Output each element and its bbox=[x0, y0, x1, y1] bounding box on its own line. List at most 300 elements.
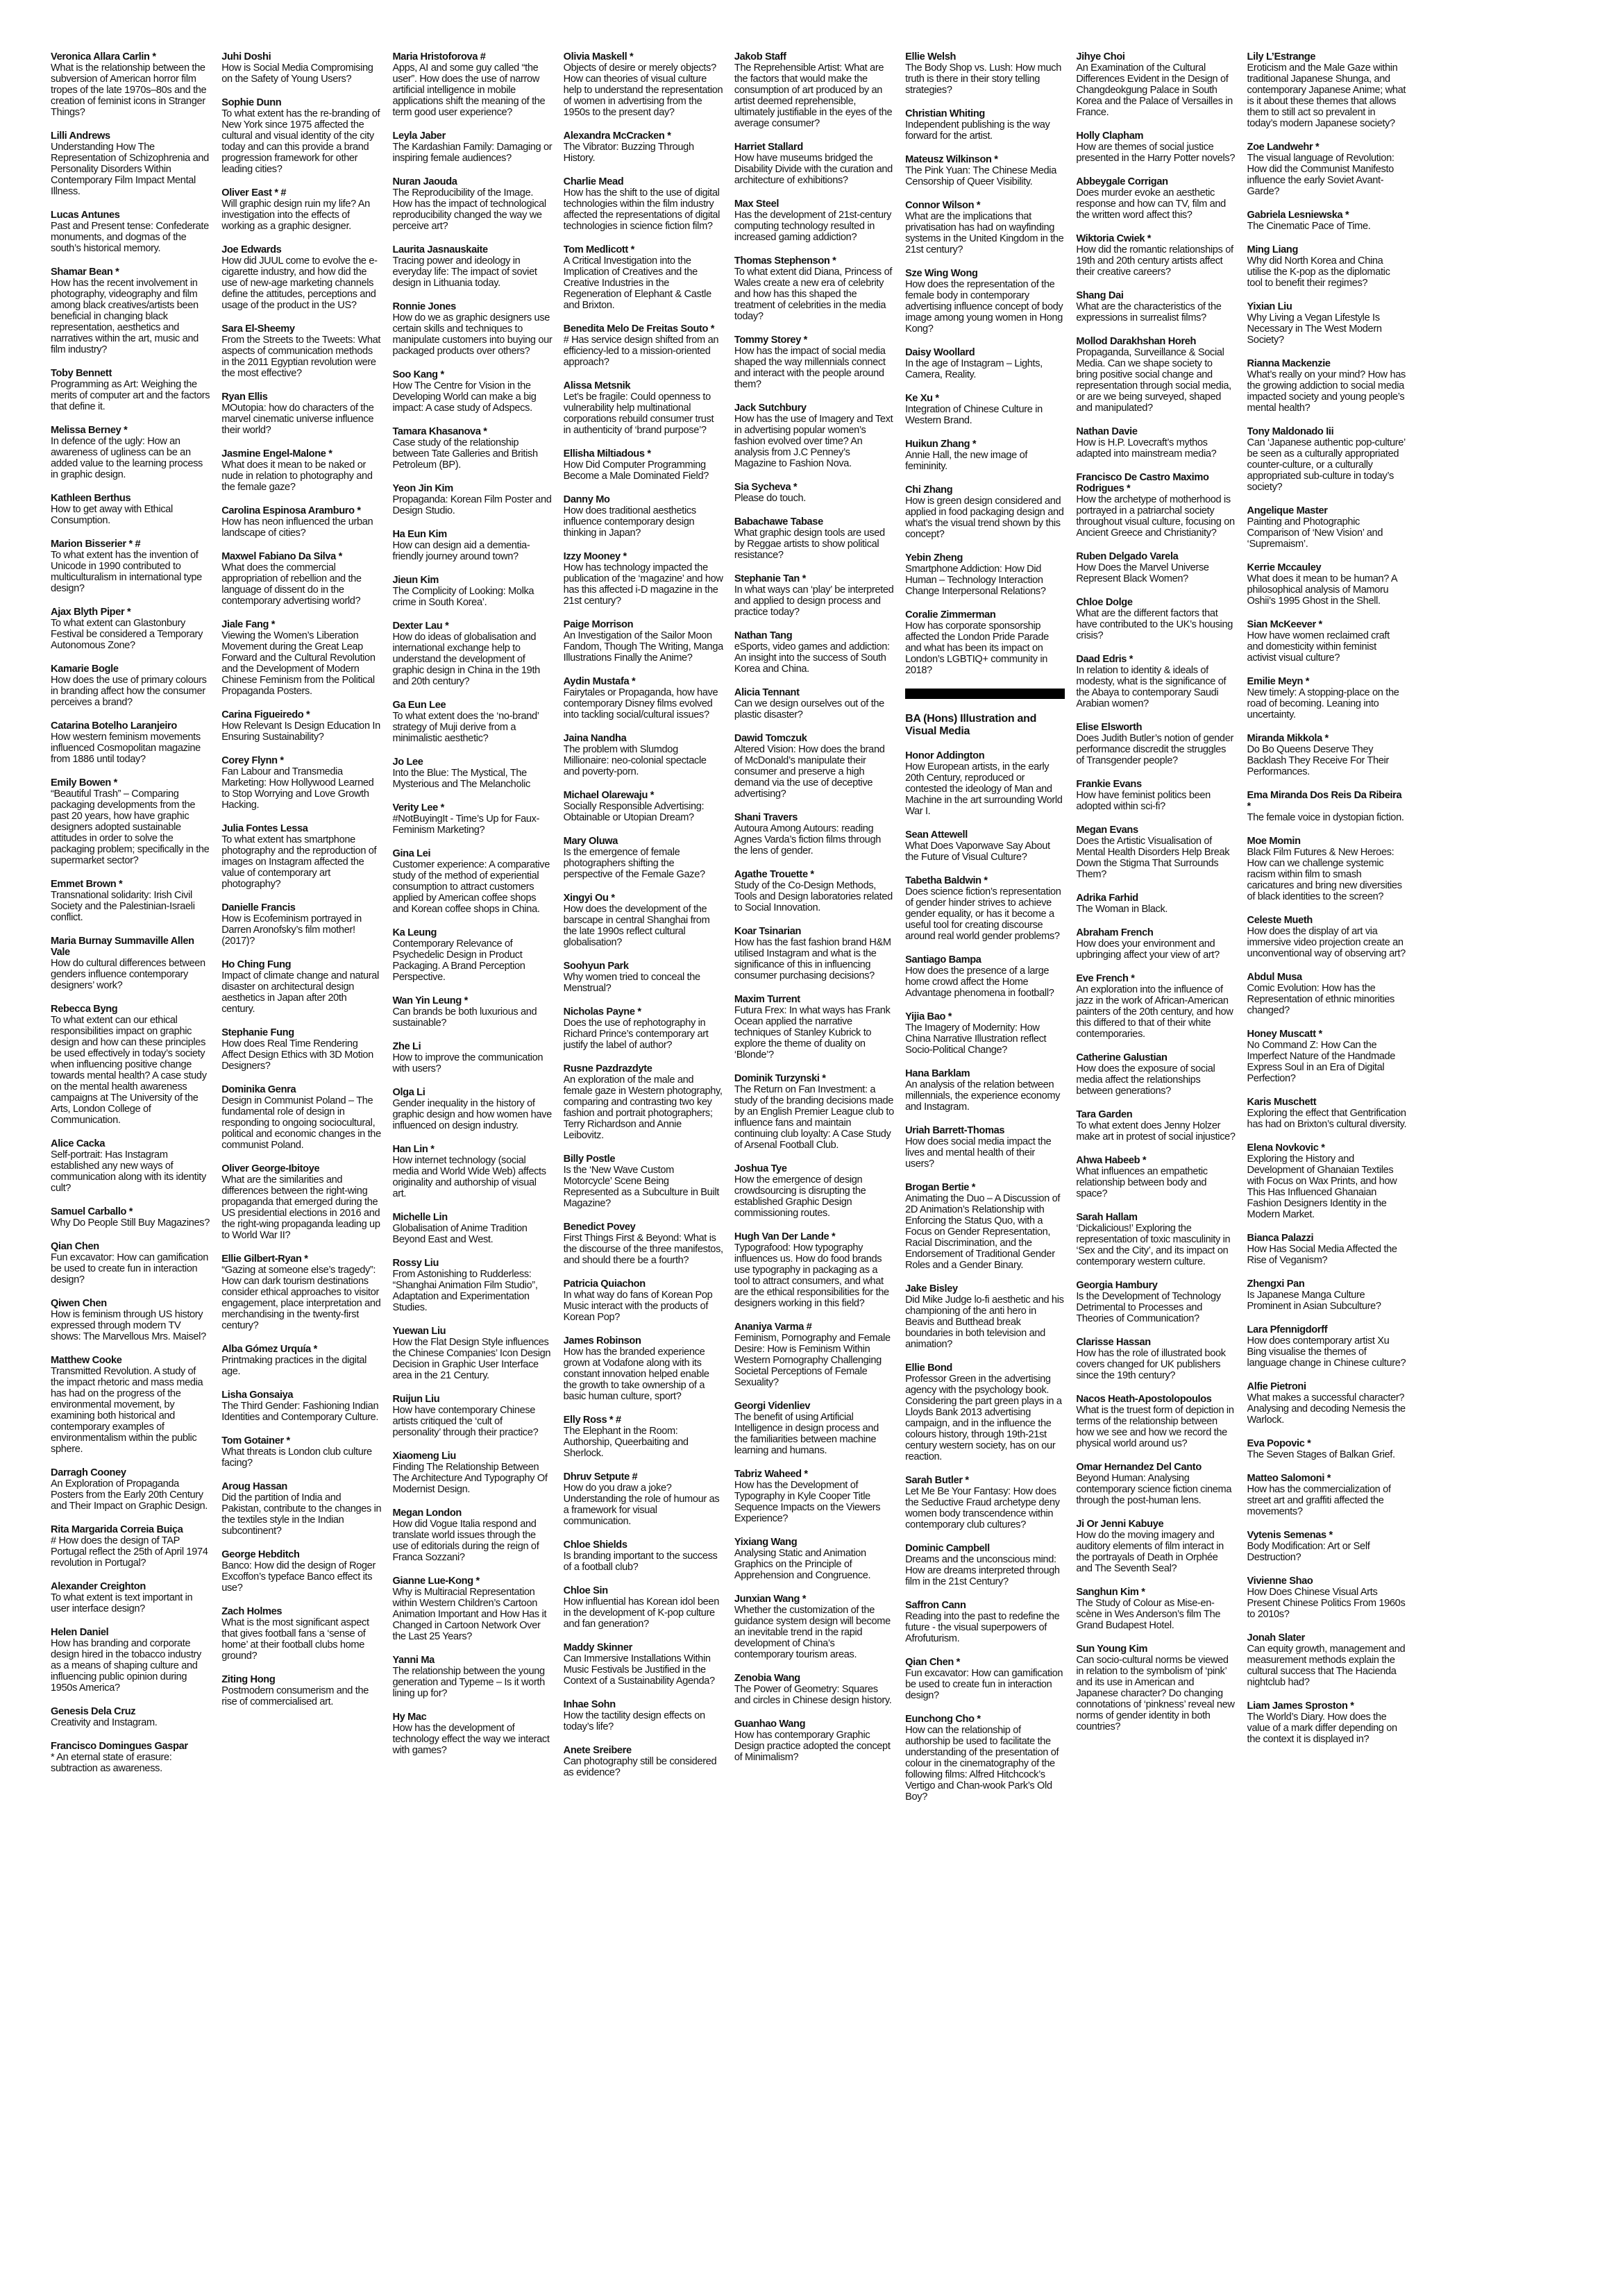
list-item bbox=[51, 210, 210, 254]
dissertation-title: An Investigation of the Sailor Moon Fandom, Though The Writing, Manga Illustrations Finally the Anime? bbox=[563, 630, 723, 664]
list-item bbox=[1247, 1324, 1407, 1369]
list-item bbox=[392, 1258, 552, 1313]
student-name: Sean Attewell bbox=[905, 829, 968, 841]
dissertation-title: Smartphone Addiction: How Did Human – Technology Interaction Change Interpersonal Relations? bbox=[905, 564, 1046, 597]
dissertation-title: How does contemporary artist Xu Bing visualise the themes of language change in Chinese culture? bbox=[1247, 1335, 1406, 1369]
student-name: Abbeygale Corrigan bbox=[1076, 176, 1168, 187]
student-name: Yixiang Wang bbox=[734, 1537, 798, 1548]
student-name: Joshua Tye bbox=[734, 1163, 787, 1174]
list-item bbox=[734, 335, 894, 390]
student-name: Nicholas Payne * bbox=[563, 1006, 641, 1018]
list-item bbox=[905, 875, 1065, 942]
student-name: Georgia Hambury bbox=[1076, 1280, 1158, 1291]
student-name: Juhi Doshi bbox=[221, 51, 271, 62]
list-item bbox=[1247, 1142, 1407, 1220]
list-item bbox=[221, 187, 381, 232]
student-name: Kamarie Bogle bbox=[51, 664, 119, 675]
dissertation-title: How has the branded experience grown at Vodafone along with its constant innovation helped enable the growth to take ownership of a basic human culture, sport? bbox=[563, 1347, 709, 1402]
list-item bbox=[221, 1084, 381, 1151]
column-6 bbox=[905, 51, 1065, 2265]
dissertation-title: How does traditional aesthetics influence contemporary design thinking in Japan? bbox=[563, 505, 696, 539]
dissertation-title: How do you draw a joke? Understanding the role of humour as a framework for visual communication. bbox=[563, 1483, 720, 1527]
list-item bbox=[564, 551, 723, 607]
student-name: Nathan Davie bbox=[1076, 426, 1138, 437]
dissertation-title: Is the emergence of female photographers shifting the perspective of the Female Gaze? bbox=[563, 847, 705, 880]
dissertation-title: Do Bo Queens Deserve They Backlash They Receive For Their Performances. bbox=[1247, 744, 1389, 777]
dissertation-title: How does the use of primary colours in branding affect how the consumer perceives a brand? bbox=[51, 675, 207, 708]
dissertation-title: Does science fiction’s representation of gender hinder strives to achieve gender equality, or has it become a useful tool for creating discourse around real world gender problems? bbox=[905, 886, 1061, 942]
list-item bbox=[51, 130, 210, 197]
student-name: Eva Popovic * bbox=[1247, 1438, 1311, 1449]
list-item bbox=[221, 823, 381, 890]
dissertation-title: How the Flat Design Style influences the Chinese Companies’ Icon Design Decision in Graphic User Interface area in the 21 Century. bbox=[392, 1337, 551, 1381]
column-1 bbox=[51, 51, 210, 2265]
student-name: Yebin Zheng bbox=[905, 552, 963, 564]
dissertation-title: How has the development of technology effect the way we interact with games? bbox=[392, 1723, 550, 1756]
list-item bbox=[1247, 1029, 1407, 1084]
dissertation-title: An exploration of the male and female gaze in Western photography, comparing and contrasting two key fashion and portrait photographers; Terry Richardson and Annie Leibovitz. bbox=[563, 1074, 723, 1141]
student-name: Maria Burnay Summaville Allen Vale bbox=[51, 936, 194, 958]
list-item bbox=[51, 1741, 210, 1774]
dissertation-title: Does murder evoke an aesthetic response and how can TV, film and the written word affect this? bbox=[1076, 187, 1226, 221]
dissertation-title: How have women reclaimed craft and domesticity within feminist activist visual culture? bbox=[1247, 630, 1390, 664]
dissertation-title: How are themes of social justice presented in the Harry Potter novels? bbox=[1076, 142, 1236, 164]
student-name: Sophie Dunn bbox=[221, 97, 282, 108]
dissertation-title: How has contemporary Graphic Design practice adopted the concept of Minimalism? bbox=[734, 1730, 891, 1763]
dissertation-title: Altered Vision: How does the brand of McDonald’s manipulate their consumer and preserve a high demand via the use of deceptive advertising? bbox=[734, 744, 885, 800]
dissertation-title: The Cinematic Pace of Time. bbox=[1247, 221, 1371, 232]
list-item bbox=[1076, 336, 1236, 414]
list-item bbox=[564, 893, 723, 948]
student-name: Jasmine Engel-Malone * bbox=[221, 448, 332, 459]
list-item bbox=[51, 1581, 210, 1614]
dissertation-title: How has technology impacted the publication of the ‘magazine’ and how has this affected i-D magazine in the 21st century? bbox=[563, 562, 723, 607]
dissertation-title: Is Japanese Manga Culture Prominent in Asian Subculture? bbox=[1247, 1290, 1381, 1312]
student-name: Bianca Palazzi bbox=[1247, 1233, 1314, 1244]
student-name: Veronica Allara Carlin * bbox=[51, 51, 156, 62]
student-name: Izzy Mooney * bbox=[563, 551, 627, 562]
dissertation-title: Printmaking practices in the digital age. bbox=[221, 1355, 367, 1377]
student-name: Guanhao Wang bbox=[734, 1719, 806, 1730]
dissertation-title: Propaganda, Surveillance & Social Media. Can we shape society to bring positive social change and representation through social media, or are we being surveyed, shaped and manipulated? bbox=[1076, 347, 1231, 414]
dissertation-title: No Command Z: How Can the Imperfect Nature of the Handmade Express Soul in an Era of Digital Perfection? bbox=[1247, 1040, 1396, 1084]
student-name: Maddy Skinner bbox=[563, 1642, 632, 1653]
list-item bbox=[221, 1606, 381, 1662]
dissertation-title: Can socio-cultural norms be viewed in relation to the symbolism of ‘pink’ and its use in American and Japanese character? Do changing connotations of ‘pinkness’ reveal new norms of gender identity in both countries? bbox=[1076, 1655, 1235, 1732]
list-item bbox=[1076, 1394, 1236, 1449]
list-item bbox=[221, 323, 381, 379]
student-name: Xiaomeng Liu bbox=[392, 1451, 456, 1462]
dissertation-title: Can photography still be considered as evidence? bbox=[563, 1756, 717, 1778]
student-name: Coralie Zimmerman bbox=[905, 609, 996, 621]
list-item bbox=[905, 954, 1065, 999]
list-item bbox=[392, 927, 552, 983]
student-name: Hana Barklam bbox=[905, 1068, 970, 1079]
list-item bbox=[1076, 290, 1236, 323]
dissertation-title: How to get away with Ethical Consumption. bbox=[51, 504, 173, 526]
list-item bbox=[564, 1745, 723, 1778]
list-item bbox=[734, 1594, 894, 1660]
student-name: Lara Pfennigdorff bbox=[1247, 1324, 1328, 1335]
student-name: Adrika Farhid bbox=[1076, 893, 1138, 904]
dissertation-title: Past and Present tense: Confederate monuments, and dogmas of the south’s historical memory. bbox=[51, 221, 209, 254]
student-name: Junxian Wang * bbox=[734, 1594, 807, 1605]
dissertation-title: How does your environment and upbringing affect your view of art? bbox=[1076, 938, 1220, 961]
list-item bbox=[905, 1714, 1065, 1803]
column-8 bbox=[1247, 51, 1407, 2265]
list-item bbox=[1247, 1438, 1407, 1460]
student-name: Xingyi Ou * bbox=[563, 893, 615, 904]
dissertation-title: Can equity growth, management and measurement methods explain the cultural success that The Hacienda nightclub had? bbox=[1247, 1644, 1406, 1688]
student-name: Han Lin * bbox=[392, 1144, 435, 1155]
list-item bbox=[734, 403, 894, 469]
dissertation-title: The Reprehensible Artist: What are the factors that would make the consumption of art produced by an artist deemed reprehensible, ultimately justifiable in the eyes of the average consumer? bbox=[734, 62, 893, 129]
dissertation-title: # Has service design shifted from an efficiency-led to a mission-oriented approach? bbox=[563, 335, 719, 368]
list-item bbox=[221, 551, 381, 607]
student-name: Carolina Espinosa Aramburo * bbox=[221, 505, 361, 516]
student-name: Dhruv Setpute # bbox=[563, 1471, 638, 1483]
dissertation-title: How the archetype of motherhood is portrayed in a patriarchal society throughout visual culture, focusing on Ancient Greece and Christianity? bbox=[1076, 494, 1235, 539]
list-item bbox=[1247, 1278, 1407, 1312]
list-item bbox=[734, 1673, 894, 1706]
dissertation-title: In defence of the ugly: How an awareness of ugliness can be an added value to the learning process in graphic design. bbox=[51, 436, 203, 480]
list-item bbox=[905, 439, 1065, 472]
dissertation-title: To what extent did Diana, Princess of Wales create a new era of celebrity and how has this shaped the treatment of celebrities in the media today? bbox=[734, 267, 893, 322]
dissertation-title: How does the development of the barscape in central Shanghai from the late 1990s reflect cultural globalisation? bbox=[563, 904, 710, 948]
list-item bbox=[221, 959, 381, 1015]
student-name: Dominik Turzynski * bbox=[734, 1073, 826, 1084]
list-item bbox=[564, 1585, 723, 1630]
student-name: Ellie Bond bbox=[905, 1362, 952, 1374]
list-item bbox=[905, 393, 1065, 426]
dissertation-title: Case study of the relationship between Tate Galleries and British Petroleum (BP). bbox=[392, 437, 538, 471]
list-item bbox=[392, 244, 552, 289]
list-item bbox=[1076, 1644, 1236, 1732]
student-name: Michael Olarewaju * bbox=[563, 790, 655, 801]
student-name: Sarah Hallam bbox=[1076, 1212, 1138, 1223]
student-name: Harriet Stallard bbox=[734, 142, 803, 153]
dissertation-title: What makes a successful character? Analysing and decoding Nemesis the Warlock. bbox=[1247, 1392, 1406, 1426]
dissertation-title: eSports, video games and addiction: An insight into the success of South Korea and China. bbox=[734, 641, 890, 675]
student-name: Jaina Nandha bbox=[563, 733, 627, 744]
list-item bbox=[1247, 1097, 1407, 1130]
student-name: Olga Li bbox=[392, 1087, 425, 1098]
student-name: Santiago Bampa bbox=[905, 954, 981, 965]
student-name: Wan Yin Leung * bbox=[392, 995, 468, 1006]
list-item bbox=[1076, 1519, 1236, 1574]
dissertation-title: Globalisation of Anime Tradition Beyond East and West. bbox=[392, 1223, 528, 1245]
list-item bbox=[1076, 472, 1236, 539]
dissertation-title: Fun excavator: How can gamification be used to create fun in interaction design? bbox=[905, 1668, 1063, 1701]
dissertation-title: How the tactility design effects on today’s life? bbox=[563, 1710, 705, 1732]
student-name: Rianna Mackenzie bbox=[1247, 358, 1331, 369]
dissertation-title: Does the Artistic Visualisation of Mental Health Disorders Help Break Down the Stigma That Surrounds Them? bbox=[1076, 836, 1230, 880]
dissertation-title: Understanding How The Representation of Schizophrenia and Personality Disorders Within Contemporary Film Impact Mental Illness. bbox=[51, 142, 209, 197]
dissertation-title: To what extent is text important in user interface design? bbox=[51, 1592, 193, 1614]
list-item bbox=[392, 1712, 552, 1756]
list-item bbox=[905, 1543, 1065, 1587]
dissertation-title: The Elephant in the Room: Authorship, Queerbaiting and Sherlock. bbox=[563, 1426, 689, 1459]
list-item bbox=[734, 482, 894, 504]
dissertation-title: To what extent can our ethical responsibilities impact on graphic design and how can these principles be used effectively in today’s society when influencing positive change towards mental health? A case study on the mental health awareness campaigns at The University of the Arts, London College of Communication. bbox=[51, 1015, 207, 1126]
list-item bbox=[734, 1469, 894, 1524]
student-name: Max Steel bbox=[734, 199, 779, 210]
list-item bbox=[564, 130, 723, 164]
list-item bbox=[564, 51, 723, 118]
dissertation-title: Impact of climate change and natural disaster on architectural design aesthetics in Japan after 20th century. bbox=[221, 970, 379, 1015]
list-item bbox=[1247, 1700, 1407, 1745]
list-item bbox=[564, 1539, 723, 1573]
student-name: Oliver East * # bbox=[221, 187, 287, 199]
list-item bbox=[51, 607, 210, 651]
dissertation-title: The Imagery of Modernity: How China Narrative Illustration reflect Socio-Political Change? bbox=[905, 1022, 1047, 1056]
student-name: Ema Miranda Dos Reis Da Ribeira * bbox=[1247, 790, 1402, 812]
student-name: Liam James Sproston * bbox=[1247, 1700, 1354, 1712]
dissertation-title: The Woman in Black. bbox=[1076, 904, 1168, 915]
student-name: Stephanie Fung bbox=[221, 1027, 294, 1038]
dissertation-title: How has the shift to the use of digital technologies within the film industry affected the representations of digital technologies in science fiction film? bbox=[563, 187, 720, 232]
list-item bbox=[1247, 301, 1407, 346]
dissertation-title: How has the recent involvement in photography, videography and film among black creatives/artists been beneficial in changing black representation, aesthetics and narratives within the art, music and film industry? bbox=[51, 278, 199, 355]
list-item bbox=[1076, 1337, 1236, 1381]
student-name: Babachawe Tabase bbox=[734, 516, 823, 527]
student-name: Alexander Creighton bbox=[51, 1581, 146, 1592]
student-name: Jiale Fang * bbox=[221, 619, 276, 630]
student-name: Honor Addington bbox=[905, 750, 985, 761]
student-name: Tara Garden bbox=[1076, 1109, 1133, 1120]
list-item bbox=[1247, 1576, 1407, 1620]
student-name: Hugh Van Der Lande * bbox=[734, 1231, 836, 1242]
dissertation-title: Why is Multiracial Representation within Western Children’s Cartoon Animation Important and How Has it Changed in Cartoon Network Over the Last 25 Years? bbox=[392, 1587, 547, 1642]
list-item bbox=[734, 142, 894, 186]
list-item bbox=[905, 1475, 1065, 1530]
list-item bbox=[734, 630, 894, 675]
student-name: Jihye Choi bbox=[1076, 51, 1125, 62]
student-name: Dexter Lau * bbox=[392, 621, 449, 632]
student-name: Stephanie Tan * bbox=[734, 573, 807, 584]
list-item bbox=[1076, 1212, 1236, 1267]
list-item bbox=[564, 1278, 723, 1323]
list-item bbox=[564, 676, 723, 720]
dissertation-title: The Pink Yuan: The Chinese Media Censorship of Queer Visibility. bbox=[905, 165, 1056, 187]
student-name: Ahwa Habeeb * bbox=[1076, 1155, 1147, 1166]
dissertation-title: Did the partition of India and Pakistan, contribute to the changes in the textiles style in the Indian subcontinent? bbox=[221, 1492, 382, 1537]
dissertation-title: Does the use of rephotography in Richard Prince’s contemporary art justify the label of author? bbox=[563, 1018, 709, 1051]
student-name: Matteo Salomoni * bbox=[1247, 1473, 1331, 1484]
list-item bbox=[1076, 973, 1236, 1040]
dissertation-title: The problem with Slumdog Millionaire: neo-colonial spectacle and poverty-porn. bbox=[563, 744, 707, 777]
dissertation-title: The Complicity of Looking: Molka crime in South Korea’. bbox=[392, 586, 534, 608]
dissertation-title: Professor Green in the advertising agency with the psychology book. Considering the part green plays in a Lloyds Bank 2013 advertising campaign, and in the influence the colours history, through 19th-21st century western society, has on our reaction. bbox=[905, 1374, 1062, 1462]
list-item bbox=[564, 1471, 723, 1527]
student-name: Catherine Galustian bbox=[1076, 1052, 1168, 1063]
student-name: Helen Daniel bbox=[51, 1627, 109, 1638]
list-item bbox=[221, 709, 381, 743]
list-item bbox=[51, 1524, 210, 1569]
dissertation-title: Comic Evolution: How has the Representation of ethnic minorities changed? bbox=[1247, 983, 1394, 1016]
student-name: Danielle Francis bbox=[221, 902, 296, 913]
list-item bbox=[1247, 619, 1407, 664]
student-name: Chloe Shields bbox=[563, 1539, 627, 1551]
dissertation-title: An Examination of the Cultural Differences Evident in the Design of Changdeokgung Palace in South Korea and the Palace of Versailles in France. bbox=[1076, 62, 1233, 118]
list-item bbox=[51, 51, 210, 118]
list-item bbox=[905, 1362, 1065, 1462]
list-item bbox=[734, 51, 894, 129]
student-name: Genesis Dela Cruz bbox=[51, 1706, 136, 1717]
list-item bbox=[905, 1068, 1065, 1113]
dissertation-title: How has branding and corporate design hired in the tobacco industry as a means of shaping culture and influencing public opinion during 1950s America? bbox=[51, 1638, 201, 1694]
list-item bbox=[1247, 1233, 1407, 1266]
dissertation-title: First Things First & Beyond: What is the discourse of the three manifestos, and should there be a fourth? bbox=[563, 1233, 723, 1266]
student-name: Julia Fontes Lessa bbox=[221, 823, 308, 834]
list-item bbox=[1076, 654, 1236, 709]
dissertation-title: Eroticism and the Male Gaze within traditional Japanese Shunga, and contemporary Japanese Anime; what is it about these themes that allows them to still act so prevalent in today’s modern Japanese society? bbox=[1247, 62, 1406, 129]
student-name: Lisha Gonsaiya bbox=[221, 1390, 294, 1401]
dissertation-title: New timely: A stopping-place on the road of becoming. Leaning into uncertainty. bbox=[1247, 687, 1399, 720]
list-item bbox=[1076, 233, 1236, 278]
list-item bbox=[392, 130, 552, 164]
list-item bbox=[1247, 358, 1407, 414]
list-item bbox=[1247, 676, 1407, 720]
student-name: Qiwen Chen bbox=[51, 1298, 107, 1309]
student-name: Ha Eun Kim bbox=[392, 529, 447, 540]
student-name: Sun Young Kim bbox=[1076, 1644, 1148, 1655]
student-name: Ka Leung bbox=[392, 927, 437, 938]
student-name: Joe Edwards bbox=[221, 244, 282, 255]
dissertation-title: Objects of desire or merely objects? How can theories of visual culture help to understand the representation of women in advertising from the 1950s to the present day? bbox=[563, 62, 723, 118]
student-name: Marion Bisserier * # bbox=[51, 539, 141, 550]
dissertation-title: The Study of Colour as Mise-en-scène in Wes Anderson’s film The Grand Budapest Hotel. bbox=[1076, 1598, 1221, 1631]
student-name: Emmet Brown * bbox=[51, 879, 123, 890]
list-item bbox=[51, 368, 210, 412]
dissertation-title: Beyond Human: Analysing contemporary science fiction cinema through the post-human lens. bbox=[1076, 1473, 1232, 1506]
list-item bbox=[221, 1549, 381, 1594]
student-name: Daad Edris * bbox=[1076, 654, 1134, 665]
student-name: Charlie Mead bbox=[563, 176, 624, 187]
dissertation-title: Study of the Co-Design Methods, Tools and Design laboratories related to Social Innovation. bbox=[734, 880, 893, 913]
student-name: Rossy Liu bbox=[392, 1258, 439, 1269]
dissertation-title: How have feminist politics been adopted within sci-fi? bbox=[1076, 790, 1211, 812]
list-item bbox=[564, 790, 723, 823]
dissertation-title: What Does Vaporwave Say About the Future of Visual Culture? bbox=[905, 841, 1050, 863]
dissertation-title: An Exploration of Propaganda Posters from the Early 20th Century and Their Impact on Graphic Design. bbox=[51, 1478, 208, 1512]
dissertation-title: #NotBuyingIt - Time’s Up for Faux-Feminism Marketing? bbox=[392, 813, 540, 836]
dissertation-title: Programming as Art: Weighing the merits of computer art and the factors that define it. bbox=[51, 379, 210, 412]
list-item bbox=[51, 879, 210, 923]
list-item bbox=[734, 812, 894, 856]
dissertation-title: How can the relationship of authorship be used to facilitate the understanding of the presentation of colour in the cinematography of the following films: Alfred Hitchcock’s Vertigo and Chan-wook Park’s Old Boy? bbox=[905, 1725, 1059, 1803]
student-name: Rita Margarida Correia Buiça bbox=[51, 1524, 183, 1535]
student-name: Chloe Sin bbox=[563, 1585, 608, 1596]
student-name: Shamar Bean * bbox=[51, 267, 119, 278]
student-name: Jieun Kim bbox=[392, 575, 439, 586]
list-item bbox=[1076, 551, 1236, 584]
list-item bbox=[51, 493, 210, 526]
student-name: Inhae Sohn bbox=[563, 1699, 616, 1710]
student-name: Christian Whiting bbox=[905, 108, 985, 119]
list-item bbox=[905, 1182, 1065, 1271]
student-name: Jo Lee bbox=[392, 757, 423, 768]
student-name: Yanni Ma bbox=[392, 1655, 435, 1666]
dissertation-title: What’s really on your mind? How has the growing addiction to social media impacted society and young people’s mental health? bbox=[1247, 369, 1406, 414]
dissertation-title: How did Vogue Italia respond and translate world issues through the use of editorials during the reign of Franca Sozzani? bbox=[392, 1519, 539, 1563]
list-item bbox=[221, 1674, 381, 1707]
dissertation-title: Into the Blue: The Mystical, The Mysterious and The Melancholic bbox=[392, 768, 530, 790]
student-name: Sarah Butler * bbox=[905, 1475, 969, 1486]
list-item bbox=[221, 51, 381, 85]
list-item bbox=[392, 995, 552, 1029]
dissertation-title: The relationship between the young generation and Typeme – Is it worth lining up for? bbox=[392, 1666, 545, 1699]
list-item bbox=[564, 1642, 723, 1687]
section-heading: BA (Hons) Illustration and Visual Media bbox=[905, 713, 1037, 737]
student-name: Francisco Domingues Gaspar bbox=[51, 1741, 188, 1752]
list-item bbox=[734, 1322, 894, 1388]
dissertation-title: To what extent has the invention of Unicode in 1990 contributed to multiculturalism in international type design? bbox=[51, 550, 202, 594]
student-name: Soohyun Park bbox=[563, 961, 629, 972]
dissertation-title: How does the exposure of social media affect the relationships between generations? bbox=[1076, 1063, 1215, 1097]
student-name: Tabriz Waheed * bbox=[734, 1469, 808, 1480]
dissertation-title: How has corporate sponsorship affected the London Pride Parade and what has been its impact on London’s LGBTIQ+ community in 2018? bbox=[905, 621, 1049, 676]
student-name: Eunchong Cho * bbox=[905, 1714, 981, 1725]
student-name: Benedict Povey bbox=[563, 1222, 636, 1233]
list-item bbox=[1247, 210, 1407, 232]
student-name: Yeon Jin Kim bbox=[392, 483, 453, 494]
list-item bbox=[905, 484, 1065, 540]
student-name: Alba Gómez Urquía * bbox=[221, 1344, 317, 1355]
list-item bbox=[734, 516, 894, 561]
student-name: Jack Sutchbury bbox=[734, 403, 807, 414]
student-name: Alfie Pietroni bbox=[1247, 1381, 1306, 1392]
student-name: Zoe Landwehr * bbox=[1247, 142, 1320, 153]
student-name: Gina Lei bbox=[392, 848, 431, 859]
list-item bbox=[221, 1163, 381, 1241]
dissertation-title: What is the relationship between the subversion of American horror film tropes of the late 1970s–80s and the creation of feminist icons in Stranger Things? bbox=[51, 62, 207, 118]
student-name: Emily Bowen * bbox=[51, 777, 118, 788]
dissertation-title: Feminism, Pornography and Female Desire: How is Feminism Within Western Pornography Challenging Societal Perceptions of Female Sexuality? bbox=[734, 1333, 891, 1388]
dissertation-title: Finding The Relationship Between The Architecture And Typography Of Modernist Design. bbox=[392, 1462, 548, 1495]
student-name: Maxwel Fabiano Da Silva * bbox=[221, 551, 342, 562]
list-item bbox=[51, 720, 210, 765]
student-name: Elly Ross * # bbox=[563, 1415, 621, 1426]
dissertation-title: Independent publishing is the way forward for the artist. bbox=[905, 119, 1050, 142]
dissertation-title: To what extent has the re-branding of New York since 1975 affected the cultural and visual identity of the city today and can this provide a brand progression framework for other leading cities? bbox=[221, 108, 380, 175]
list-item bbox=[51, 539, 210, 594]
dissertation-title: Has the development of 21st-century computing technology resulted in increased gaming addiction? bbox=[734, 210, 892, 243]
list-item bbox=[564, 733, 723, 777]
dissertation-title: How has the commercialization of street art and graffiti affected the movements? bbox=[1247, 1484, 1391, 1517]
student-name: Jakob Staff bbox=[734, 51, 786, 62]
student-name: Zhe Li bbox=[392, 1041, 421, 1052]
student-name: Carina Figueiredo * bbox=[221, 709, 310, 720]
list-item bbox=[1247, 1530, 1407, 1563]
list-item bbox=[734, 1073, 894, 1151]
student-name: Nacos Heath-Apostolopoulos bbox=[1076, 1394, 1212, 1405]
student-name: Mateusz Wilkinson * bbox=[905, 154, 998, 165]
column-4 bbox=[564, 51, 723, 2265]
dissertation-title: Let’s be fragile: Could openness to vulnerability help multinational corporations rebuild consumer trust in authenticity of ‘brand purpose’? bbox=[563, 391, 714, 436]
dissertation-title: How does Real Time Rendering Affect Design Ethics with 3D Motion Designers? bbox=[221, 1038, 373, 1072]
list-item bbox=[51, 1355, 210, 1455]
dissertation-title: Socially Responsible Advertising: Obtainable or Utopian Dream? bbox=[563, 801, 705, 823]
student-name: Patricia Quiachon bbox=[563, 1278, 646, 1290]
student-name: Michelle Lin bbox=[392, 1212, 448, 1223]
list-item bbox=[51, 1298, 210, 1342]
dissertation-title: How do ideas of globalisation and international exchange help to understand the development of graphic design in China in the 19th and 20th century? bbox=[392, 632, 540, 687]
student-name: Jake Bisley bbox=[905, 1283, 958, 1294]
list-item bbox=[734, 1537, 894, 1581]
dissertation-title: Postmodern consumerism and the rise of commercialised art. bbox=[221, 1685, 369, 1707]
student-name: Megan London bbox=[392, 1508, 462, 1519]
